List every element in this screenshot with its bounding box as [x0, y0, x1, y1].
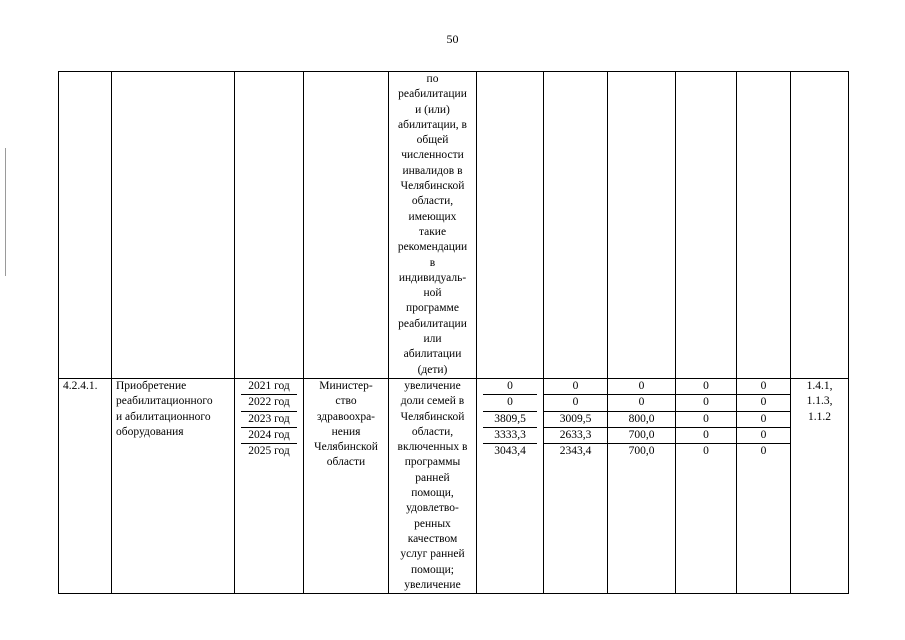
federal-2025: 2343,4: [559, 445, 592, 458]
measure-name-line: реабилитационного: [116, 395, 213, 408]
continuation-text-line: и (или): [415, 103, 450, 116]
program-measures-table: [58, 71, 849, 594]
federal-2024: 2633,3: [544, 428, 607, 444]
cell-empty-years: [235, 72, 304, 379]
continuation-text-line: численности: [401, 149, 464, 162]
local-2024: 0: [676, 428, 736, 444]
local-2022: 0: [676, 395, 736, 411]
other-2024: 0: [737, 428, 790, 444]
measure-number: 4.2.4.1.: [59, 378, 112, 593]
executor-line: Министер-: [319, 379, 373, 392]
regional-2023: 800,0: [608, 412, 675, 428]
cell-empty-indicators: [791, 72, 849, 379]
federal-2023: 3009,5: [544, 412, 607, 428]
measure-name-line: и абилитационного: [116, 410, 211, 423]
cell-empty-local: [676, 72, 737, 379]
result-text-line: ранней: [415, 471, 450, 484]
result-text-line: Челябинской: [400, 410, 465, 423]
result-text-line: качеством: [407, 532, 458, 545]
other-2023: 0: [737, 412, 790, 428]
indicators-cell: [791, 378, 849, 593]
continuation-text-line: или: [423, 333, 442, 346]
federal-cell: [544, 378, 608, 593]
local-2021: 0: [676, 379, 736, 395]
local-cell: [676, 378, 737, 593]
continuation-text-line: ной: [423, 287, 442, 300]
executor-line: нения: [331, 425, 361, 438]
total-2021: 0: [483, 379, 537, 395]
other-cell: [737, 378, 791, 593]
cell-empty-federal: [544, 72, 608, 379]
other-2021: 0: [737, 379, 790, 395]
continuation-text-line: по: [426, 73, 439, 85]
federal-2021: 0: [544, 379, 607, 395]
cell-empty-total: [477, 72, 544, 379]
year-2024: 2024 год: [241, 428, 297, 444]
regional-cell: [608, 378, 676, 593]
result-text-line: доли семей в: [400, 395, 465, 408]
cell-empty-executor: [304, 72, 389, 379]
continuation-row: [59, 72, 849, 379]
continuation-text-line: индивидуаль-: [398, 271, 467, 284]
year-2025: 2025 год: [248, 445, 290, 458]
continuation-text-line: (дети): [417, 363, 448, 376]
cell-empty-other: [737, 72, 791, 379]
page-number: 50: [446, 32, 459, 46]
indicator-line: 1.1.2: [808, 410, 831, 423]
result-text-line: помощи,: [411, 487, 454, 500]
measure-row: [59, 378, 849, 593]
result-text-line: программы: [404, 456, 461, 469]
indicator-line: 1.4.1,: [806, 379, 833, 392]
continuation-text-line: имеющих: [408, 210, 457, 223]
regional-2024: 700,0: [608, 428, 675, 444]
total-cell: [477, 378, 544, 593]
continuation-text-line: реабилитации: [398, 317, 467, 330]
cell-empty-regional: [608, 72, 676, 379]
regional-2022: 0: [608, 395, 675, 411]
continuation-text-line: программе: [406, 302, 459, 315]
executor-line: Челябинской: [314, 441, 378, 454]
result-text-line: помощи;: [411, 563, 454, 576]
other-2022: 0: [737, 395, 790, 411]
total-2025: 3043,4: [494, 445, 526, 458]
executor-line: области: [326, 456, 366, 469]
indicator-line: 1.1.3,: [806, 395, 833, 408]
executor-cell: [304, 378, 389, 593]
total-2022: 0: [483, 395, 537, 411]
result-text-line: увеличение: [404, 578, 461, 591]
continuation-text-line: рекомендации: [397, 241, 468, 254]
measure-name-line: оборудования: [116, 425, 184, 438]
result-text-line: услуг ранней: [400, 548, 465, 561]
result-text-line: области,: [411, 425, 454, 438]
year-2021: 2021 год: [241, 379, 297, 395]
executor-line: здравоохра-: [316, 410, 376, 423]
year-2022: 2022 год: [241, 395, 297, 411]
other-2025: 0: [760, 445, 767, 458]
continuation-text-line: инвалидов в: [402, 164, 463, 177]
local-2025: 0: [703, 445, 709, 458]
year-2023: 2023 год: [241, 412, 297, 428]
result-text-line: ренных: [414, 517, 451, 530]
result-cell: [389, 378, 477, 593]
cell-empty-name: [112, 72, 235, 379]
continuation-text-line: Челябинской: [400, 180, 465, 193]
continuation-text-line: общей: [416, 134, 449, 147]
scan-margin-line: [5, 148, 6, 276]
regional-2021: 0: [608, 379, 675, 395]
executor-line: ство: [335, 395, 357, 408]
result-text-line: удовлетво-: [406, 502, 459, 515]
total-2023: 3809,5: [483, 412, 537, 428]
years-cell: [235, 378, 304, 593]
local-2023: 0: [676, 412, 736, 428]
continuation-text-line: такие: [418, 225, 447, 238]
measure-name-line: Приобретение: [116, 379, 187, 392]
federal-2022: 0: [544, 395, 607, 411]
regional-2025: 700,0: [628, 445, 655, 458]
cell-empty-number: [59, 72, 112, 379]
continuation-text-line: реабилитации: [398, 88, 467, 101]
measure-name: [112, 378, 235, 593]
continuation-text-line: области,: [411, 195, 454, 208]
total-2024: 3333,3: [483, 428, 537, 444]
continuation-text-line: абилитации, в: [398, 118, 467, 131]
result-text-line: включенных в: [397, 441, 468, 454]
result-text-line: увеличение: [404, 379, 461, 392]
continuation-text-line: в: [429, 256, 436, 269]
continuation-text-line: абилитации: [403, 348, 462, 361]
continuation-result-cell: [389, 72, 477, 379]
